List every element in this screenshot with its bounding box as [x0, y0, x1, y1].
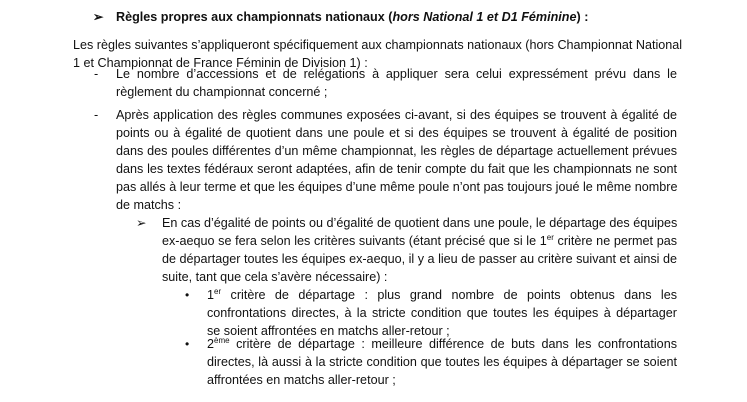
text-line: dans les textes fédéraux seront adaptées, afin de tenir compte du fait que les championnats ne sont: [116, 162, 677, 176]
text-line: [207, 335, 677, 353]
sub-section-paragraph: [162, 214, 677, 286]
text-line: En cas d’égalité de points ou d’égalité de quotient dans une poule, le départage des équipes: [162, 216, 678, 230]
criterion-number: 2: [207, 337, 215, 351]
text-line: [162, 232, 677, 250]
text-line: de matchs :: [116, 198, 182, 212]
superscript: er: [546, 233, 554, 242]
bullet-dot-icon: •: [185, 337, 190, 351]
arrow-bullet-icon: ➢: [93, 10, 104, 24]
text-fragment: ex-aequo se fera selon les critères suivants (étant précisé que si le 1: [162, 234, 547, 248]
heading-italic: hors National 1 et D1 Féminine: [392, 10, 577, 24]
text-line: affrontées en matchs aller-retour ;: [207, 373, 396, 387]
text-line: points ou à égalité de quotient dans une poule et si des équipes se trouvent à égalité de position: [116, 126, 677, 140]
superscript: ème: [214, 336, 230, 345]
text-line: de départager toutes les équipes ex-aequo, il y a lieu de passer au critère suivant et ainsi de: [162, 252, 677, 266]
heading-suffix: ) :: [576, 10, 589, 24]
text-line: [207, 286, 677, 304]
intro-line: Les règles suivantes s’appliqueront spécifiquement aux championnats nationaux (hors Championnat National: [73, 38, 683, 52]
bullet-item-text: [207, 286, 677, 340]
bullet-dot-icon: •: [185, 288, 190, 302]
text-line: confrontations directes, à la stricte condition que toutes les équipes à départager: [207, 306, 677, 320]
text-line: se soient affrontées en matchs aller-retour ;: [207, 324, 450, 338]
text-line: suite, tant que cela s’avère nécessaire) :: [162, 270, 388, 284]
text-fragment: critère de départage : meilleure différence de buts dans les confrontations: [229, 337, 677, 351]
text-line: règlement du championnat concerné ;: [116, 85, 328, 99]
dash-item-text: [116, 65, 677, 101]
text-fragment: critère ne permet pas: [553, 234, 677, 248]
arrow-bullet-icon: ➢: [136, 216, 147, 230]
text-line: pas allés à leur terme et que les équipes d’une même poule n’ont pas toujours joué le même nombre: [116, 180, 678, 194]
intro-line: 1 et Championnat de France Féminin de Division 1) :: [73, 56, 368, 70]
section-heading-text: [116, 9, 588, 26]
heading-prefix: Règles propres aux championnats nationaux (: [116, 10, 393, 24]
text-line: Le nombre d’accessions et de relégations à appliquer sera celui expressément prévu dans le: [116, 67, 677, 81]
text-line: dans des poules différentes d’un même championnat, les règles de départage actuellement prévues: [116, 144, 677, 158]
dash-item-text: [116, 106, 677, 214]
dash-marker: -: [94, 108, 99, 122]
criterion-number: 1: [207, 288, 215, 302]
dash-marker: -: [94, 67, 99, 81]
bullet-item-text: [207, 335, 677, 389]
superscript: er: [214, 287, 222, 296]
text-line: Après application des règles communes exposées ci-avant, si des équipes se trouvent à égalité de: [116, 108, 677, 122]
text-line: directes, là aussi à la stricte condition que toutes les équipes à départager se soient: [207, 355, 677, 369]
text-fragment: critère de départage : plus grand nombre de points obtenus dans les: [221, 288, 677, 302]
